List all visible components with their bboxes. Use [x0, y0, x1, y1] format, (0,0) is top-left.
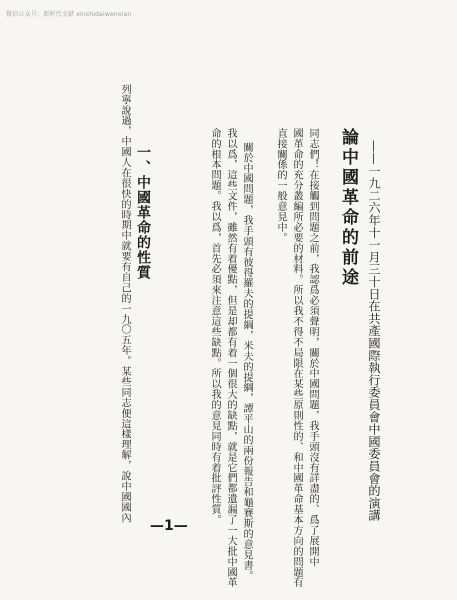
paragraph-line-5: 我以爲，這些文件，雖然有着優點，但是却都有着一個很大的缺點，就是它們都遺漏了一大批中國革	[225, 128, 236, 588]
section-heading: 一、中國革命的性質	[135, 145, 151, 280]
paragraph-line-3: 直接關係的一般意見中。	[275, 128, 286, 243]
page-number: —1—	[150, 518, 188, 534]
paragraph-line-1: 同志們！在接觸到問題之前，我認爲必須聲明，關於中國問題，我手頭沒有詳盡的、爲了展開中	[307, 128, 318, 567]
paragraph-line-6: 命的根本問題。我以爲，首先必須來注意這些缺點。所以我的意見同時有着批評性質。	[209, 128, 220, 526]
article-title: 論中國革命的前途	[338, 128, 358, 288]
paragraph-line-2: 國革命的充分叢編所必要的材料。所以我不得不局限在某些原則性的、和中國革命基本方向的問題有	[291, 128, 302, 588]
paragraph-line-7: 列寧說過，中國人在很快的時期中就要有自己的一九〇五年。某些同志便這樣理解，說中國國內	[119, 84, 130, 523]
paragraph-line-4: 關於中國問題，我手頭有彼得羅夫的提綱，米夫的提綱，譚平山的兩份報告和龜賽斯的意見書。	[241, 142, 252, 581]
article-subtitle: ——一九二六年十一月三十日在共產國際執行委員會中國委員會的演講	[367, 140, 381, 522]
watermark: 微信公众号：新时代文献 xinshidaiwenxian	[6, 11, 132, 18]
